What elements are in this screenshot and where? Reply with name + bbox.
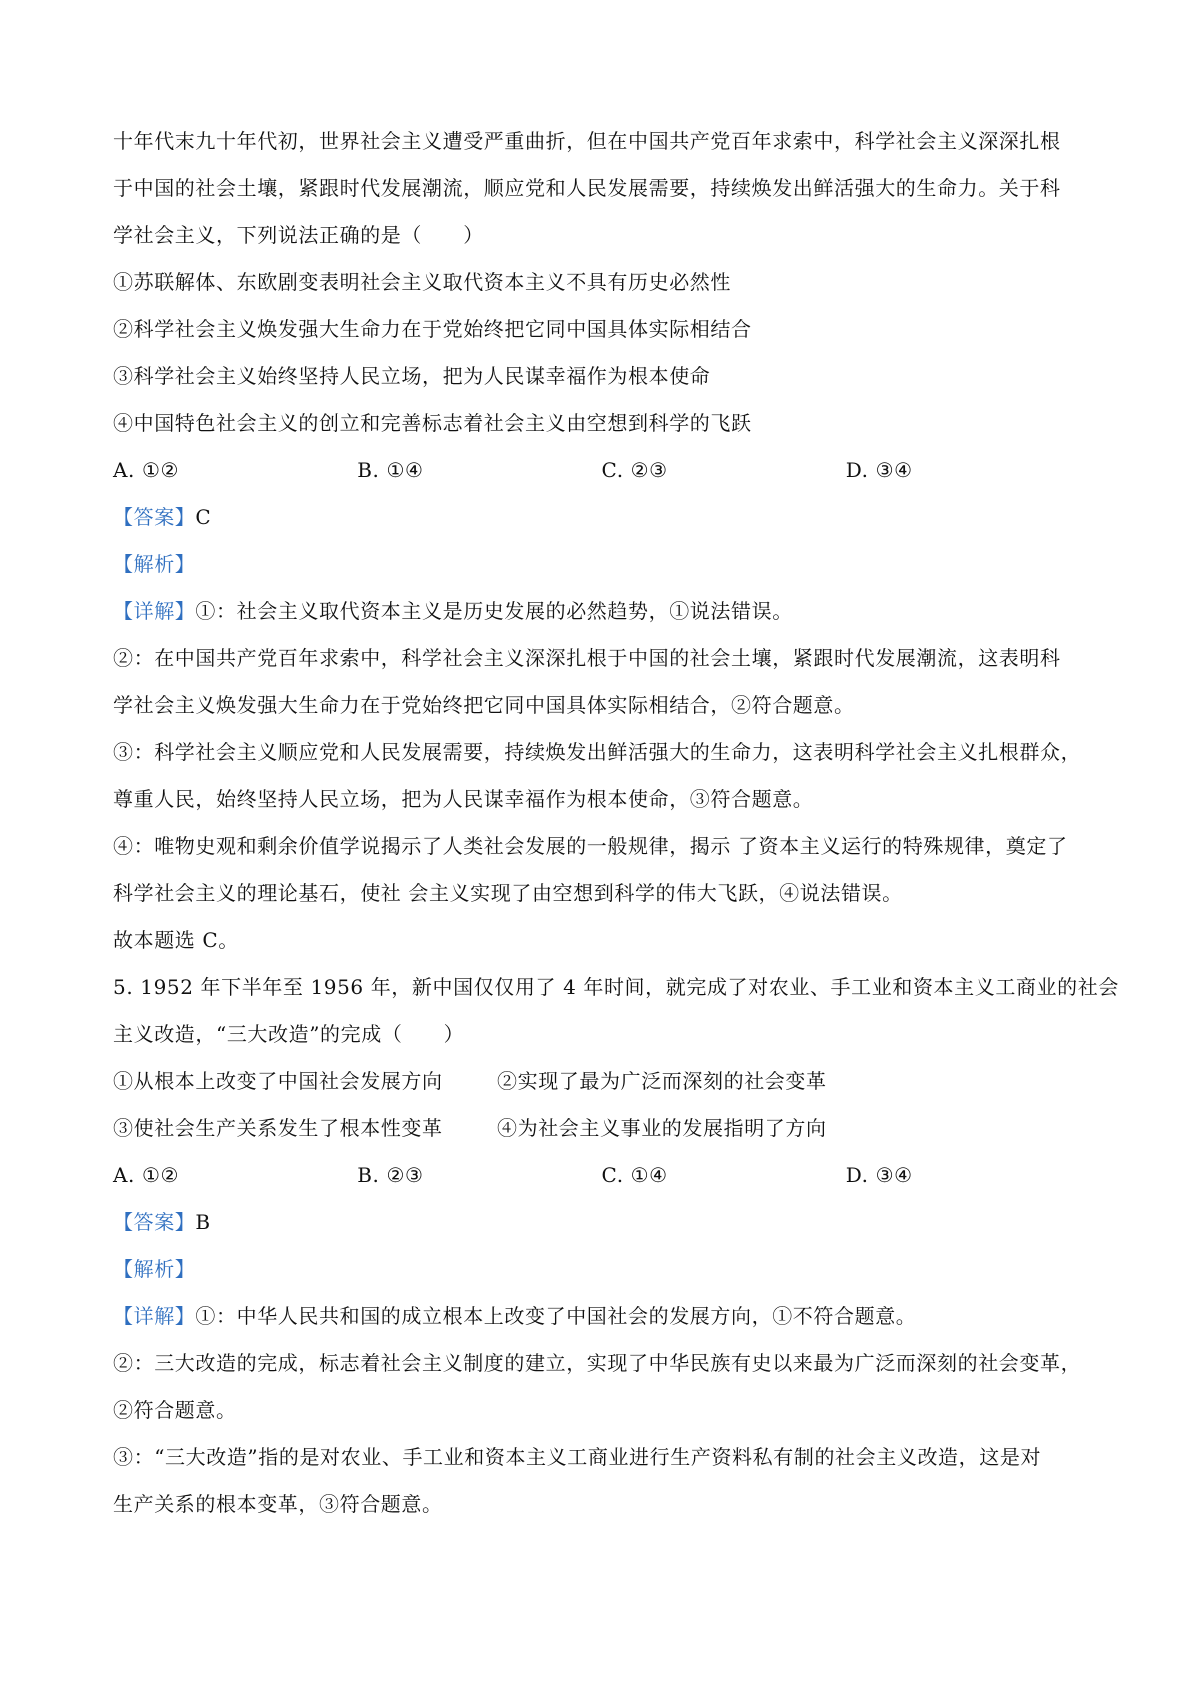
q4-detail-line: 科学社会主义的理论基石，使社 会主义实现了由空想到科学的伟大飞跃，④说法错误。 [113, 881, 903, 905]
q5-statement-row [113, 1058, 1090, 1105]
q5-options [113, 1152, 1090, 1199]
detail-text: ①：中华人民共和国的成立根本上改变了中国社会的发展方向，①不符合题意。 [195, 1304, 917, 1328]
q4-statement: ④中国特色社会主义的创立和完善标志着社会主义由空想到科学的飞跃 [113, 411, 752, 435]
q5-detail-line: ②符合题意。 [113, 1398, 237, 1422]
q5-statement: ①从根本上改变了中国社会发展方向 [113, 1069, 443, 1093]
q4-option-d: D. ③④ [845, 458, 913, 482]
q4-option-a: A. ①② [113, 458, 180, 482]
q5-detail-line [113, 1293, 1090, 1340]
answer-tag: 【答案】 [113, 505, 196, 529]
q4-analysis [113, 541, 1090, 588]
answer-value: B [195, 1210, 211, 1234]
q5-detail-line: 生产关系的根本变革，③符合题意。 [113, 1492, 443, 1516]
q5-stem-line: 5. 1952 年下半年至 1956 年，新中国仅仅用了 4 年时间，就完成了对农业、手工业和资本主义工商业的社会 [113, 975, 1119, 999]
q5-analysis [113, 1246, 1090, 1293]
q5-option-b: B. ②③ [357, 1163, 424, 1187]
q4-option-b: B. ①④ [357, 458, 424, 482]
q5-statement: ③使社会生产关系发生了根本性变革 [113, 1116, 443, 1140]
q4-statement: ①苏联解体、东欧剧变表明社会主义取代资本主义不具有历史必然性 [113, 270, 731, 294]
q4-answer [113, 494, 1090, 541]
q4-option-c: C. ②③ [601, 458, 668, 482]
q5-answer [113, 1199, 1090, 1246]
q4-detail-line: 学社会主义焕发强大生命力在于党始终把它同中国具体实际相结合，②符合题意。 [113, 693, 855, 717]
q5-statement: ②实现了最为广泛而深刻的社会变革 [497, 1069, 827, 1093]
detail-tag: 【详解】 [113, 599, 196, 623]
q5-option-c: C. ①④ [601, 1163, 668, 1187]
q4-options [113, 447, 1090, 494]
q5-option-a: A. ①② [113, 1163, 180, 1187]
analysis-tag: 【解析】 [113, 552, 196, 576]
q4-detail-line: ②：在中国共产党百年求索中，科学社会主义深深扎根于中国的社会土壤，紧跟时代发展潮流，这表明科 [113, 646, 1061, 670]
detail-tag: 【详解】 [113, 1304, 196, 1328]
detail-text: ①：社会主义取代资本主义是历史发展的必然趋势，①说法错误。 [195, 599, 793, 623]
q4-conclusion: 故本题选 C。 [113, 928, 239, 952]
analysis-tag: 【解析】 [113, 1257, 196, 1281]
q4-statement: ②科学社会主义焕发强大生命力在于党始终把它同中国具体实际相结合 [113, 317, 752, 341]
q5-statement: ④为社会主义事业的发展指明了方向 [497, 1116, 827, 1140]
q4-stem-line: 学社会主义，下列说法正确的是（ ） [113, 223, 484, 247]
q5-statement-row [113, 1105, 1090, 1152]
answer-value: C [195, 505, 212, 529]
answer-tag: 【答案】 [113, 1210, 196, 1234]
q4-detail-line: ③：科学社会主义顺应党和人民发展需要，持续焕发出鲜活强大的生命力，这表明科学社会主义扎根群众， [113, 740, 1082, 764]
q4-detail-line: 尊重人民，始终坚持人民立场，把为人民谋幸福作为根本使命，③符合题意。 [113, 787, 814, 811]
q5-option-d: D. ③④ [845, 1163, 913, 1187]
q4-detail-line: ④：唯物史观和剩余价值学说揭示了人类社会发展的一般规律，揭示 了资本主义运行的特殊规律，奠定了 [113, 834, 1068, 858]
q4-statement: ③科学社会主义始终坚持人民立场，把为人民谋幸福作为根本使命 [113, 364, 711, 388]
q4-detail-line [113, 588, 1090, 635]
q4-stem-line: 十年代末九十年代初，世界社会主义遭受严重曲折，但在中国共产党百年求索中，科学社会主义深深扎根 [113, 129, 1061, 153]
q5-stem-line: 主义改造，“三大改造”的完成（ ） [113, 1022, 465, 1046]
q5-detail-line: ③：“三大改造”指的是对农业、手工业和资本主义工商业进行生产资料私有制的社会主义改造，这是对 [113, 1445, 1042, 1469]
q4-stem-line: 于中国的社会土壤，紧跟时代发展潮流，顺应党和人民发展需要，持续焕发出鲜活强大的生命力。关于科 [113, 176, 1061, 200]
q5-detail-line: ②：三大改造的完成，标志着社会主义制度的建立，实现了中华民族有史以来最为广泛而深刻的社会变革， [113, 1351, 1082, 1375]
